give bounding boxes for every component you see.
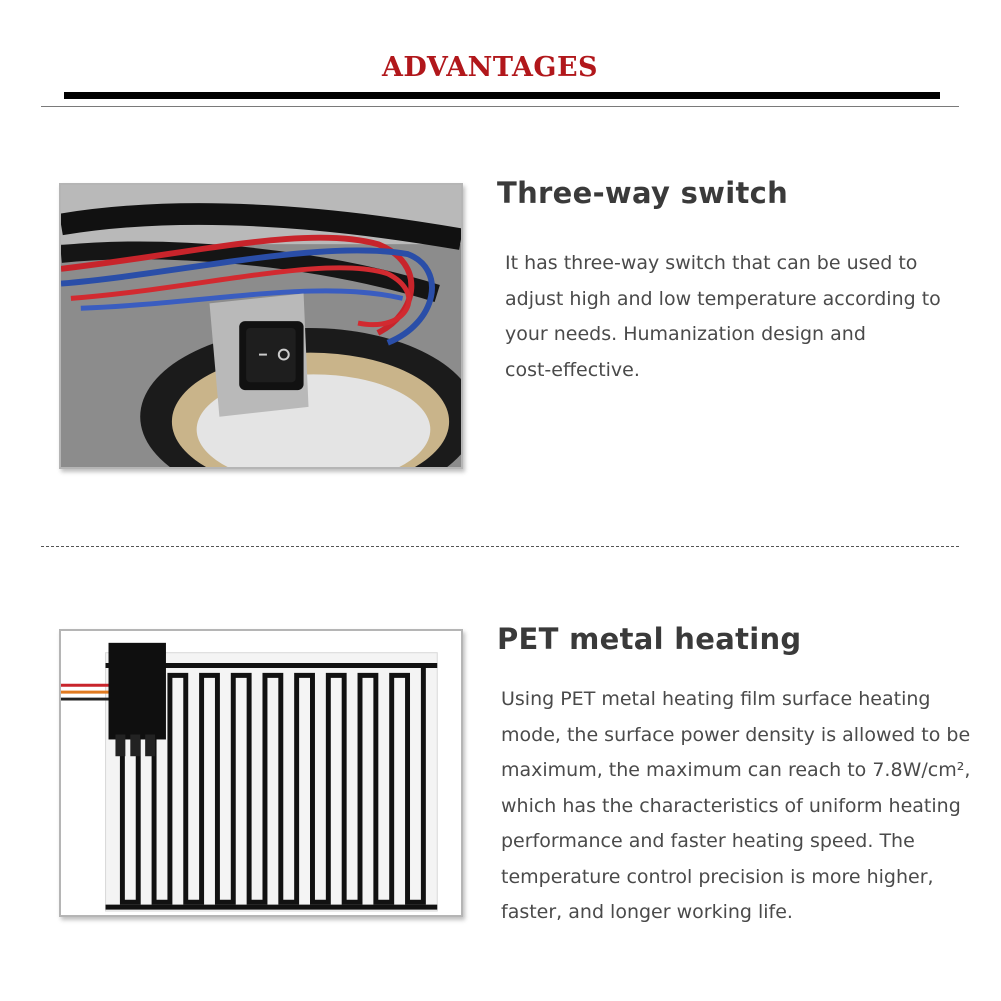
feature-description-three-way-switch — [505, 246, 941, 388]
heating-film-photo — [59, 629, 463, 917]
description-line: It has three-way switch that can be used to — [505, 252, 918, 274]
description-line: performance and faster heating speed. The — [501, 830, 915, 852]
description-line: your needs. Humanization design and — [505, 323, 866, 345]
description-line: which has the characteristics of uniform heating — [501, 794, 961, 817]
feature-title-pet-metal-heating: PET metal heating — [497, 622, 802, 656]
description-line: adjust high and low temperature according to — [505, 287, 941, 310]
description-line: cost-effective. — [505, 358, 640, 381]
description-line: mode, the surface power density is allowed to be — [501, 723, 971, 746]
description-line: Using PET metal heating film surface heating — [501, 688, 931, 710]
header-divider-thick — [64, 92, 940, 99]
description-line: maximum, the maximum can reach to 7.8W/cm², — [501, 759, 971, 781]
feature-description-pet-metal-heating — [501, 682, 970, 931]
description-line: faster, and longer working life. — [501, 901, 793, 923]
section-title: ADVANTAGES — [381, 52, 599, 83]
header-divider-thin — [41, 106, 959, 107]
description-line: temperature control precision is more higher, — [501, 865, 934, 888]
feature-title-three-way-switch: Three-way switch — [497, 176, 789, 210]
section-divider-dashed — [41, 546, 959, 547]
three-way-switch-photo — [59, 183, 463, 469]
